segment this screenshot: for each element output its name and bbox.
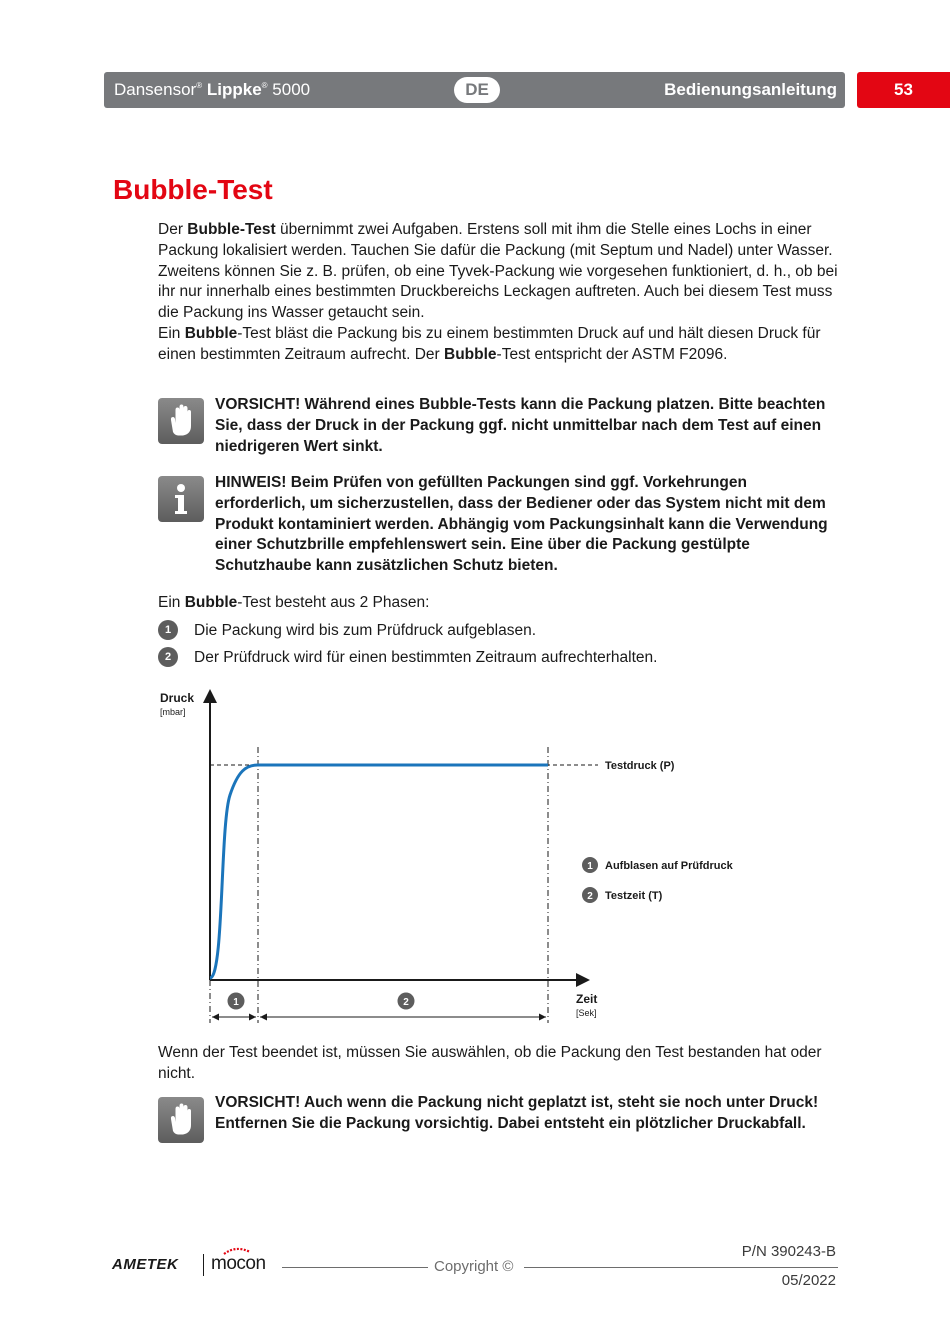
pressure-curve	[210, 765, 548, 978]
product-name: Dansensor® Lippke® 5000	[114, 80, 311, 99]
legend-text-1: Aufblasen auf Prüfdruck	[605, 860, 733, 872]
copyright: Copyright ©	[434, 1258, 514, 1275]
document-date: 05/2022	[781, 1272, 836, 1289]
phase-marker-2-label: 2	[403, 997, 409, 1008]
caution-hand-icon-2	[158, 1097, 204, 1143]
legend-marker-1-label: 1	[587, 861, 593, 872]
legend-marker-2-label: 2	[587, 891, 593, 902]
intro-paragraph-3: Ein Bubble-Test bläst die Packung bis zu einem bestimmten Druck auf und hält diesen Druck für einen bestimmten Zeitraum aufrecht. Der Bubble-Test entspricht der ASTM F2096.	[158, 324, 821, 363]
y-axis-unit: [mbar]	[160, 707, 186, 717]
caution-hand-icon	[158, 398, 204, 444]
note-text: HINWEIS! Beim Prüfen von gefüllten Packungen sind ggf. Vorkehrungen erforderlich, um sicherzustellen, dass der Bediener oder das System nicht mit dem Produkt kontaminiert werden. Abhängig vom Packungsinhalt kann die Verwendung einer Schutzbrille empfehlenswert sein. Eine über die Packung gestülpte Schutzhaube kann zusätzlichen Schutz bieten.	[215, 474, 828, 575]
footer-rule-right	[524, 1267, 838, 1268]
phases-intro: Ein Bubble-Test besteht aus 2 Phasen:	[158, 594, 430, 611]
part-number: P/N 390243-B	[741, 1243, 836, 1260]
phase-number-1: 1	[158, 620, 178, 640]
phase-marker-1-label: 1	[233, 997, 239, 1008]
intro-paragraph-2: Zweitens können Sie z. B. prüfen, ob eine Tyvek-Packung wie vorgesehen funktioniert, d. h., ob bei ihr nur innerhalb eines bestimmten Druckbereichs Leckagen auftreten. Auch bei diesem Test muss die Packung ins Wasser getaucht sein.	[158, 262, 838, 322]
caution-text-1: VORSICHT! Während eines Bubble-Tests kann die Packung platzen. Bitte beachten Sie, dass der Druck in der Packung ggf. nicht unmittelbar nach dem Test auf einen niedrigeren Wert sinkt.	[215, 396, 826, 455]
y-axis-label: Druck	[160, 691, 195, 705]
x-axis-arrow	[576, 973, 590, 987]
language-badge: DE	[454, 77, 500, 103]
header-bar	[104, 72, 845, 108]
x-axis-label: Zeit	[576, 992, 598, 1006]
x-axis-unit: [Sek]	[576, 1008, 597, 1018]
intro-paragraph-1: Der Bubble-Test übernimmt zwei Aufgaben. Erstens soll mit ihm die Stelle eines Lochs in einer Packung lokalisiert werden. Tauchen Sie dafür die Packung (mit Septum und Nadel) unter Wasser.	[158, 221, 833, 259]
ametek-logo: AMETEK	[112, 1256, 179, 1273]
result-selection-text: Wenn der Test beendet ist, müssen Sie auswählen, ob die Packung den Test bestanden hat oder nicht.	[158, 1044, 822, 1082]
mocon-logo: mocon	[211, 1253, 266, 1274]
info-icon	[158, 476, 204, 522]
y-axis-arrow	[203, 689, 217, 703]
legend-text-2: Testzeit (T)	[605, 890, 663, 902]
pressure-time-diagram	[150, 685, 770, 1035]
phase-text-2: Der Prüfdruck wird für einen bestimmten Zeitraum aufrechterhalten.	[194, 649, 658, 666]
document-title: Bedienungsanleitung	[664, 80, 837, 99]
caution-text-2: VORSICHT! Auch wenn die Packung nicht geplatzt ist, steht sie noch unter Druck! Entfernen Sie die Packung vorsichtig. Dabei entsteht ein plötzlicher Druckabfall.	[215, 1094, 819, 1132]
page-number: 53	[857, 72, 950, 108]
phase-number-2: 2	[158, 647, 178, 667]
intro-text	[158, 220, 838, 366]
phase1-span-arrow-right	[249, 1014, 256, 1021]
phase1-span-arrow-left	[212, 1014, 219, 1021]
logo-separator	[203, 1254, 204, 1276]
phase2-span-arrow-right	[539, 1014, 546, 1021]
page-title: Bubble-Test	[113, 174, 273, 205]
phase-text-1: Die Packung wird bis zum Prüfdruck aufgeblasen.	[194, 622, 537, 639]
phase2-span-arrow-left	[260, 1014, 267, 1021]
test-pressure-label: Testdruck (P)	[605, 760, 675, 772]
footer-rule-left	[282, 1267, 428, 1268]
